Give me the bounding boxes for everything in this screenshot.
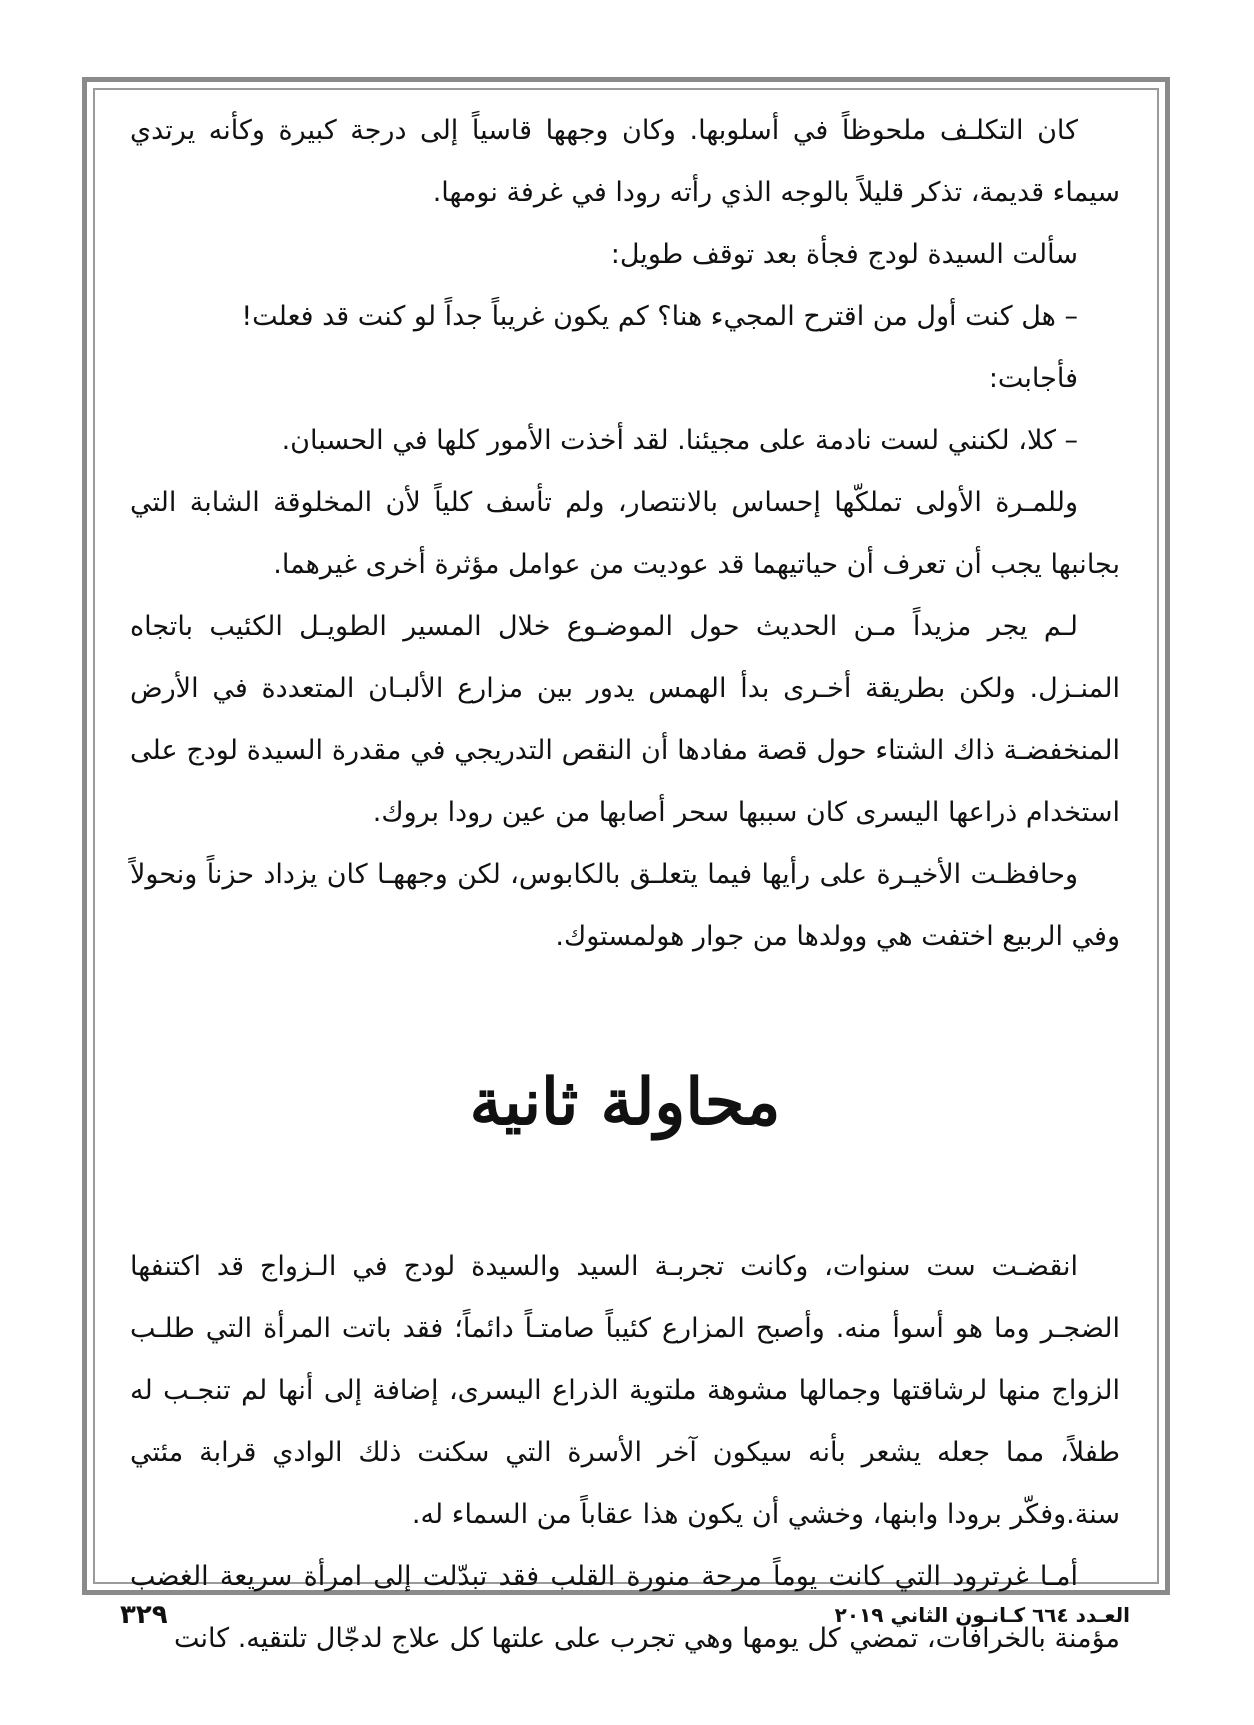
article-body xyxy=(130,100,1120,1670)
paragraph: لـم يجر مزيداً مـن الحديث حول الموضـوع خلال المسير الطويـل الكئيب باتجاه المنـزل. ولكن بطريقة أخـرى بدأ الهمس يدور بين مزارع الألبـان المتعددة في الأرض المنخفضـة ذاك الشتاء حول قصة مفادها أن النقص التدريجي في مقدرة السيدة لودج على استخدام ذراعها اليسرى كان سببها سحر أصابها من عين رودا بروك. xyxy=(130,611,1120,828)
dialogue-line: – كلا، لكنني لست نادمة على مجيئنا. لقد أخذت الأمور كلها في الحسبان. xyxy=(281,425,1078,456)
section-heading-block xyxy=(130,968,1120,1236)
dialogue-line: – هل كنت أول من اقترح المجيء هنا؟ كم يكون غريباً جداً لو كنت قد فعلت! xyxy=(241,301,1078,332)
section-heading: محاولة ثانية xyxy=(469,1064,781,1140)
paragraph: وللمـرة الأولى تملكّها إحساس بالانتصار، ولم تأسف كلياً لأن المخلوقة الشابة التي بجانبها يجب أن تعرف أن حياتيهما قد عوديت من عوامل مؤثرة أخرى غيرهما. xyxy=(130,487,1120,580)
page-footer xyxy=(120,1595,1130,1635)
paragraph: وحافظـت الأخيـرة على رأيها فيما يتعلـق بالكابوس، لكن وجههـا كان يزداد حزناً ونحولاً وفي الربيع اختفت هي وولدها من جوار هولمستوك. xyxy=(130,859,1120,952)
paragraph: كان التكلـف ملحوظاً في أسلوبها. وكان وجهها قاسياً إلى درجة كبيرة وكأنه يرتدي سيماء قديمة، تذكر قليلاً بالوجه الذي رأته رودا في غرفة نومها. xyxy=(130,115,1120,208)
issue-info: العـدد ٦٦٤ كـانـون الثاني ٢٠١٩ xyxy=(834,1603,1130,1627)
paragraph: فأجابت: xyxy=(988,363,1078,394)
paragraph: انقضـت ست سنوات، وكانت تجربـة السيد والسيدة لودج في الـزواج قد اكتنفها الضجـر وما هو أسوأ منه. وأصبح المزارع كئيباً صامتـاً دائماً؛ فقد باتت المرأة التي طلـب الزواج منها لرشاقتها وجمالها مشوهة ملتوية الذراع اليسرى، إضافة إلى أنها لم تنجـب له طفلاً، مما جعله يشعر بأنه سيكون آخر الأسرة التي سكنت ذلك الوادي قرابة مئتي سنة.وفكّر برودا وابنها، وخشي أن يكون هذا عقاباً من السماء له. xyxy=(130,1251,1120,1530)
page-number: ٣٢٩ xyxy=(120,1600,168,1630)
paragraph: سألت السيدة لودج فجأة بعد توقف طويل: xyxy=(610,239,1078,270)
paragraph: أمـا غرترود التي كانت يوماً مرحة منورة القلب فقد تبدّلت إلى امرأة سريعة الغضب مؤمنة بالخرافات، تمضي كل يومها وهي تجرب على علتها كل علاج لدجّال تلتقيه. كانت xyxy=(130,1561,1120,1654)
